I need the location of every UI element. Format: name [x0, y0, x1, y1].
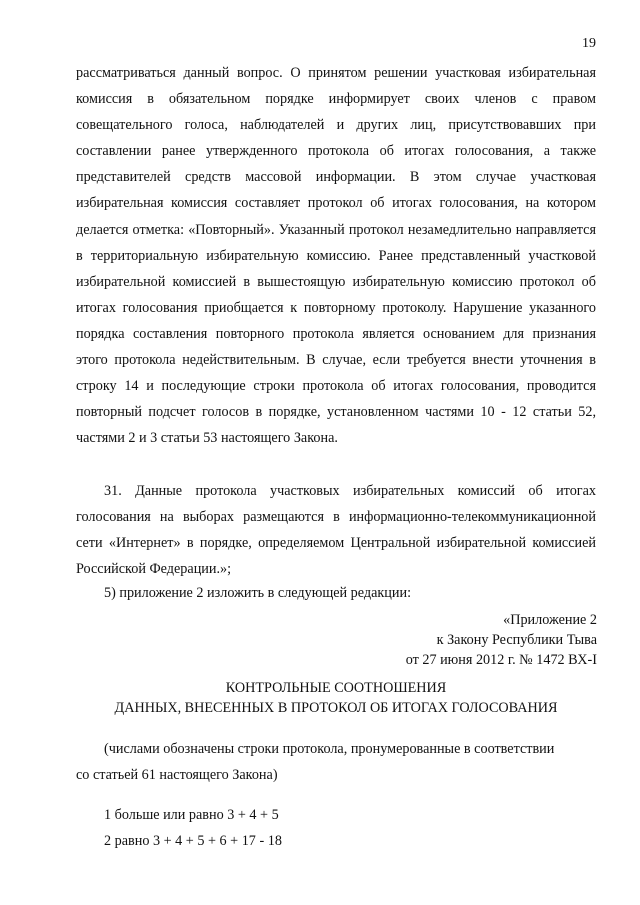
ratio-item: 2 равно 3 + 4 + 5 + 6 + 17 - 18 — [104, 833, 282, 849]
note — [76, 736, 596, 788]
ratio-item: 1 больше или равно 3 + 4 + 5 — [104, 807, 279, 823]
section-title — [40, 678, 632, 718]
paragraph-31 — [76, 478, 596, 582]
note-line-1: (числами обозначены строки протокола, пронумерованные в соответствии — [104, 741, 555, 757]
note-line-2: со статьей 61 настоящего Закона) — [76, 767, 278, 783]
title-line-1: КОНТРОЛЬНЫЕ СООТНОШЕНИЯ — [225, 680, 447, 696]
ratios-list — [104, 802, 282, 854]
appendix-line-3: от 27 июня 2012 г. № 1472 ВХ-I — [405, 652, 597, 668]
paragraph-31-text: 31. Данные протокола участковых избирательных комиссий об итогах голосования на выборах размещаются в информационно-телекоммуникационной сети «Интернет» в порядке, определяемом Центральной избирательной комиссией Российской Федерации.»; — [76, 483, 596, 578]
appendix-header — [297, 610, 597, 670]
title-line-2: ДАННЫХ, ВНЕСЕННЫХ В ПРОТОКОЛ ОБ ИТОГАХ ГОЛОСОВАНИЯ — [114, 700, 558, 716]
appendix-line-2: к Закону Республики Тыва — [436, 632, 597, 648]
page-number: 19 — [582, 36, 596, 51]
item-5: 5) приложение 2 изложить в следующей редакции: — [104, 585, 412, 601]
appendix-line-1: «Приложение 2 — [503, 612, 597, 628]
body-paragraph: рассматриваться данный вопрос. О принятом решении участковая избирательная комиссия в обязательном порядке информирует своих членов с правом совещательного голоса, наблюдателей и других лиц, присутствовавших при составлении ранее утвержденного протокола об итогах голосования, а также представителей средств массовой информации. В этом случае участковая избирательная комиссия составляет протокол об итогах голосования, на котором делается отметка: «Повторный». Указанный протокол незамедлительно направляется в территориальную избирательную комиссию. Ранее представленный участковой избирательной комиссией в вышестоящую избирательную комиссию протокол об итогах голосования приобщается к повторному протоколу. Нарушение указанного порядка составления повторного протокола является основанием для признания этого протокола недействительным. В случае, если требуется внести уточнения в строку 14 и последующие строки протокола об итогах голосования, проводится повторный подсчет голосов в порядке, установленном частями 10 - 12 статьи 52, частями 2 и 3 статьи 53 настоящего Закона. — [76, 65, 596, 447]
